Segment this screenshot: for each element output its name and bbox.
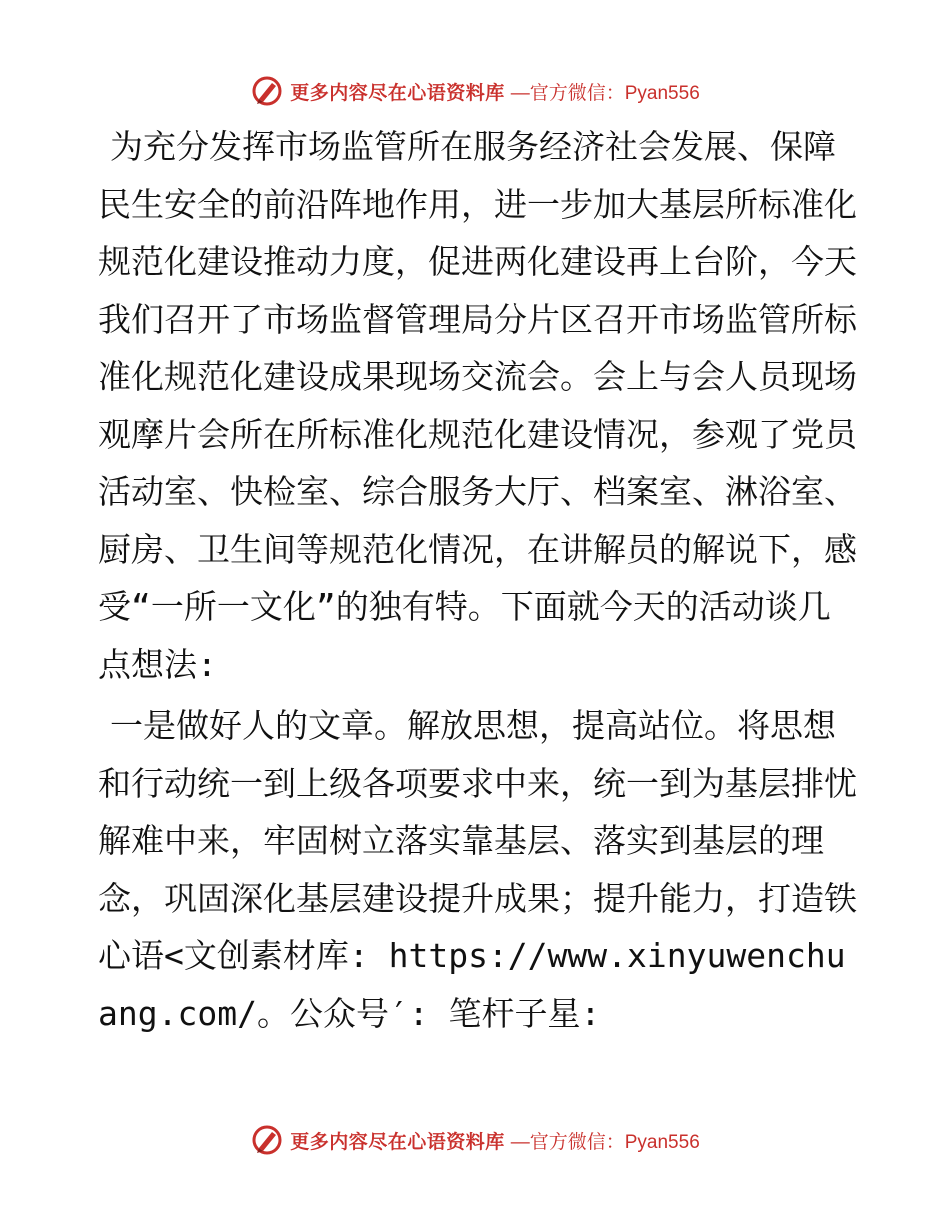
header-watermark	[0, 71, 950, 111]
footer-contact-text: —官方微信：Pyan556	[510, 1131, 700, 1153]
pen-logo-icon	[250, 1123, 284, 1157]
header-brand-text: 更多内容尽在心语资料库	[290, 81, 505, 104]
paragraph-point-one: 一是做好人的文章。解放思想，提高站位。将思想和行动统一到上级各项要求中来，统一到为基层排忧解难中来，牢固树立落实靠基层、落实到基层的理念，巩固深化基层建设提升成果；提升能力，打造铁心语<文创素材库: https://www.xinyuwenchuang.com/。公众号′: 笔杆子星:	[98, 706, 857, 1033]
footer-brand-text: 更多内容尽在心语资料库	[290, 1130, 505, 1153]
pen-logo-icon	[250, 74, 284, 108]
footer-watermark	[0, 1120, 950, 1160]
document-body	[98, 118, 858, 1042]
paragraph-intro: 为充分发挥市场监管所在服务经济社会发展、保障民生安全的前沿阵地作用，进一步加大基层所标准化规范化建设推动力度，促进两化建设再上台阶，今天我们召开了市场监督管理局分片区召开市场监管所标准化规范化建设成果现场交流会。会上与会人员现场观摩片会所在所标准化规范化建设情况，参观了党员活动室、快检室、综合服务大厅、档案室、淋浴室、厨房、卫生间等规范化情况，在讲解员的解说下，感受“一所一文化”的独有特。下面就今天的活动谈几点想法:	[98, 127, 857, 684]
header-contact-text: —官方微信：Pyan556	[510, 82, 700, 104]
